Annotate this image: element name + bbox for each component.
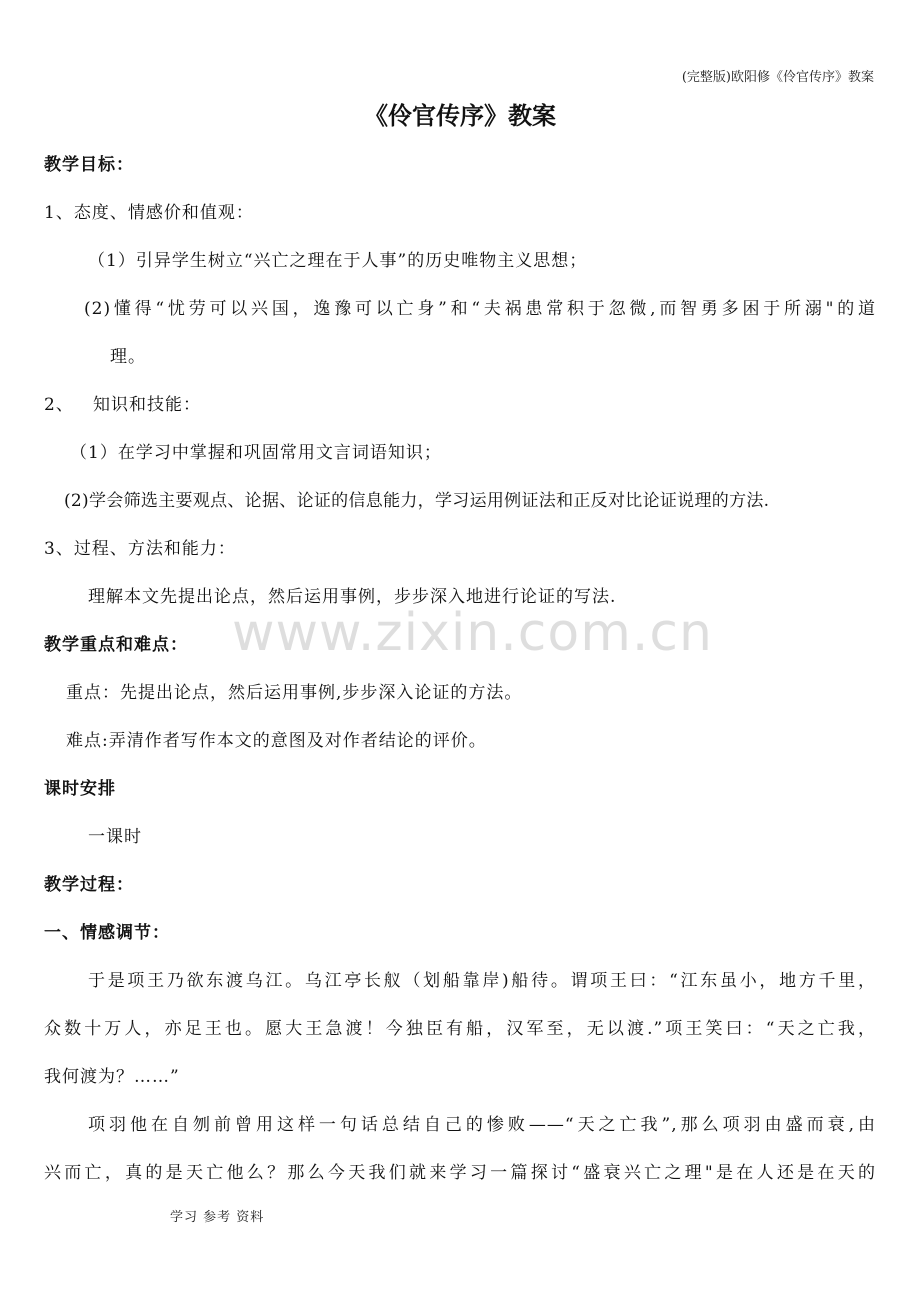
key-point: 重点：先提出论点，然后运用事例,步步深入论证的方法。	[66, 683, 523, 703]
goal-2-item-1: （1）在学习中掌握和巩固常用文言词语知识；	[70, 443, 442, 463]
process-heading: 教学过程：	[44, 875, 134, 895]
paragraph-1-line-2: 众数十万人，亦足王也。愿大王急渡！今独臣有船，汉军至，无以渡.”项王笑曰：“天之亡我，	[44, 1019, 876, 1039]
page-footer: 学习 参考 资料	[170, 1210, 265, 1225]
watermark: www.zixin.com.cn	[232, 603, 713, 663]
paragraph-1-line-3: 我何渡为？……”	[44, 1067, 180, 1087]
schedule-value: 一课时	[88, 827, 142, 847]
key-points-heading: 教学重点和难点：	[44, 635, 188, 655]
goal-1-item-2-line-2: 理。	[110, 347, 146, 367]
difficult-point: 难点:弄清作者写作本文的意图及对作者结论的评价。	[66, 731, 487, 751]
schedule-heading: 课时安排	[44, 779, 116, 799]
goal-3-heading: 3、过程、方法和能力：	[44, 539, 236, 559]
paragraph-2-line-2: 兴而亡，真的是天亡他么？那么今天我们就来学习一篇探讨“盛衰兴亡之理"是在人还是在天的	[44, 1163, 876, 1183]
goal-2-heading: 2、 知识和技能：	[44, 395, 202, 415]
goal-2-item-2: (2)学会筛选主要观点、论据、论证的信息能力，学习运用例证法和正反对比论证说理的方法.	[64, 491, 770, 511]
goal-3-item-1: 理解本文先提出论点，然后运用事例，步步深入地进行论证的写法.	[88, 587, 617, 607]
goal-1-heading: 1、态度、情感价和值观：	[44, 203, 254, 223]
paragraph-2-line-1: 项羽他在自刎前曾用这样一句话总结自己的惨败——“天之亡我”,那么项羽由盛而衰,由	[88, 1115, 876, 1135]
goal-1-item-2-line-1: (2)懂得“忧劳可以兴国，逸豫可以亡身”和“夫祸患常积于忽微,而智勇多困于所溺"的道	[84, 299, 876, 319]
goals-heading: 教学目标：	[44, 155, 134, 175]
page-header: (完整版)欧阳修《伶官传序》教案	[681, 70, 874, 85]
paragraph-1-line-1: 于是项王乃欲东渡乌江。乌江亭长舣（划船靠岸)船待。谓项王曰：“江东虽小，地方千里，	[88, 971, 876, 991]
section-1-heading: 一、情感调节：	[44, 923, 170, 943]
goal-1-item-1: （1）引异学生树立“兴亡之理在于人事”的历史唯物主义思想；	[88, 251, 588, 271]
page-title: 《伶官传序》教案	[364, 102, 556, 130]
